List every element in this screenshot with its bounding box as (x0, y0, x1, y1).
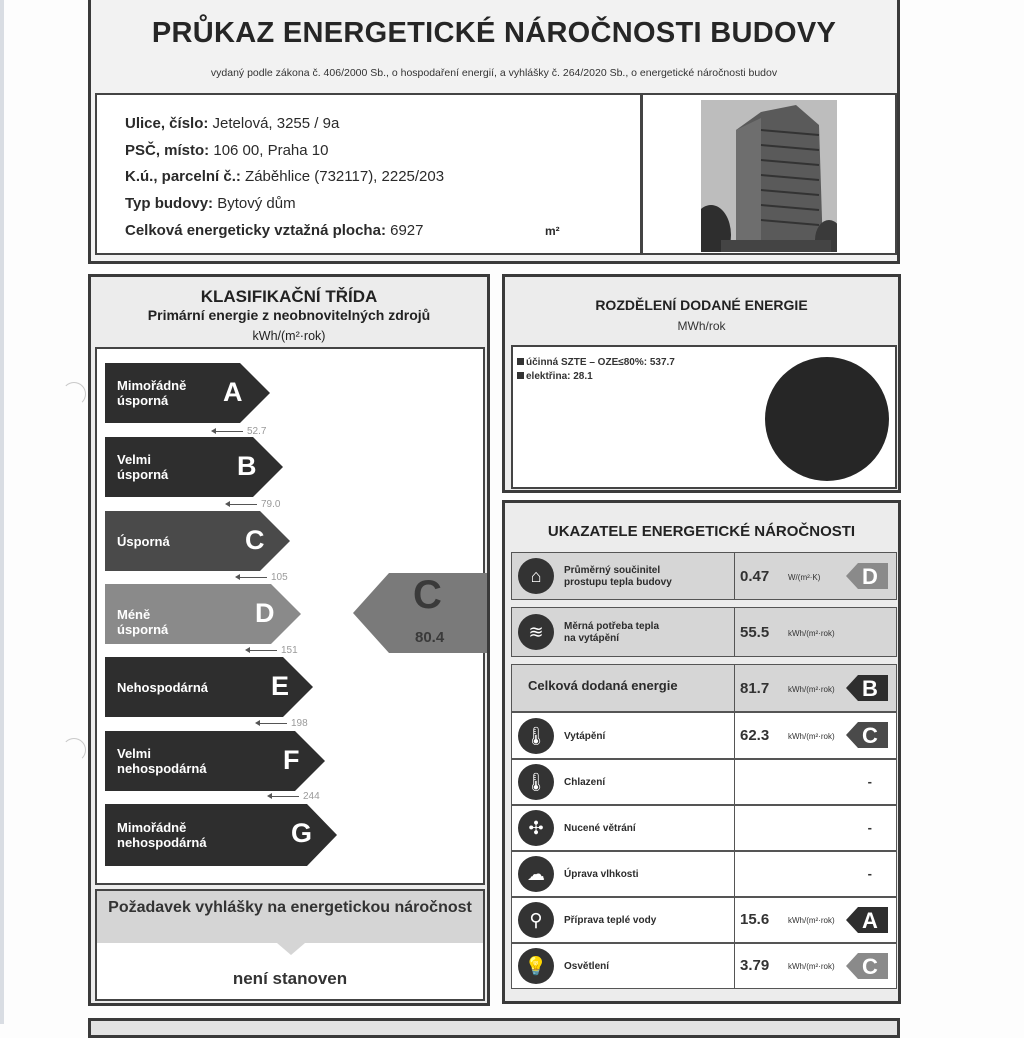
photo-frame (641, 93, 897, 255)
indicator-row-heating: 🌡 Vytápění 62.3 kWh/(m²·rok) C (511, 712, 897, 759)
energy-scale: Mimořádně úsporná A 52.7 Velmi úsporná B 79.0 Úsporná C 105 Méně úsporná D 151 Nehospodárná E 198 Velmi nehospodárná F 244 Mimořádně nehospodárná G C 80.4 (95, 347, 485, 885)
class-badge-b: B (846, 675, 888, 701)
indicator-row-cooling: 🌡 Chlazení - (511, 759, 897, 805)
area-unit: m² (545, 224, 560, 238)
class-badge-d: D (846, 563, 888, 589)
punch-hole (62, 738, 86, 762)
current-class-value: 80.4 (415, 629, 445, 646)
heat-demand-icon: ≋ (518, 614, 554, 650)
classification-panel (88, 274, 490, 1006)
indicator-row-ventilation: ✣ Nucené větrání - (511, 805, 897, 851)
building-type-row: Typ budovy: Bytový dům (125, 195, 296, 212)
requirement-pointer (277, 943, 305, 955)
psc-row: PSČ, místo: 106 00, Praha 10 (125, 142, 329, 159)
next-section-frame (88, 1018, 900, 1038)
heating-thermometer-icon: 🌡 (518, 718, 554, 754)
street-row: Ulice, číslo: Jetelová, 3255 / 9a (125, 115, 340, 132)
water-tap-icon: ⚲ (518, 902, 554, 938)
distribution-unit: MWh/rok (677, 319, 726, 333)
requirement-value: není stanoven (232, 969, 348, 988)
class-badge-a: A (846, 907, 888, 933)
threshold-f: 244 (269, 791, 320, 802)
indicators-panel (502, 500, 901, 1004)
page-edge (0, 0, 4, 1024)
indicator-row-heat-demand: ≋ Měrná potřeba tepla na vytápění 55.5 kWh/(m²·rok) (511, 607, 897, 657)
class-badge-c: C (846, 722, 888, 748)
document-title: PRŮKAZ ENERGETICKÉ NÁROČNOSTI BUDOVY (151, 17, 837, 49)
fan-icon: ✣ (518, 810, 554, 846)
building-photo (701, 100, 837, 252)
threshold-e: 198 (257, 718, 308, 729)
indicator-row-transmittance: ⌂ Průměrný součinitel prostupu tepla budovy 0.47 W/(m²·K) D (511, 552, 897, 600)
pie-chart (765, 357, 889, 481)
distribution-chart (511, 345, 897, 489)
parcel-row: K.ú., parcelní č.: Záběhlice (732117), 2225/203 (125, 168, 445, 185)
indicators-title: UKAZATELE ENERGETICKÉ NÁROČNOSTI (547, 523, 856, 540)
threshold-b: 79.0 (227, 499, 280, 510)
certificate-header (88, 0, 900, 264)
classification-unit: kWh/(m²·rok) (252, 329, 326, 343)
class-badge-c: C (846, 953, 888, 979)
threshold-a: 52.7 (213, 426, 266, 437)
requirement-box (95, 889, 485, 1001)
indicator-row-total-energy: Celková dodaná energie 81.7 kWh/(m²·rok) B (511, 664, 897, 712)
indicator-row-humidity: ☁ Úprava vlhkosti - (511, 851, 897, 897)
requirement-title: Požadavek vyhlášky na energetickou náročnost (97, 891, 483, 943)
indicator-row-lighting: 💡 Osvětlení 3.79 kWh/(m²·rok) C (511, 943, 897, 989)
classification-subtitle: Primární energie z neobnovitelných zdrojů (147, 307, 431, 323)
light-bulb-icon: 💡 (518, 948, 554, 984)
area-row: Celková energeticky vztažná plocha: 6927 (125, 222, 424, 239)
cooling-thermometer-icon: 🌡 (518, 764, 554, 800)
current-class-marker (353, 573, 487, 653)
punch-hole (62, 382, 86, 406)
legend-item-electricity: elektřina: 28.1 (517, 371, 593, 382)
house-icon: ⌂ (518, 558, 554, 594)
energy-distribution-panel (502, 274, 901, 493)
threshold-c: 105 (237, 572, 288, 583)
current-class-letter: C (413, 573, 442, 617)
document-subtitle: vydaný podle zákona č. 406/2000 Sb., o hospodaření energií, a vyhlášky č. 264/2020 Sb., o energetické náročnosti budov (210, 67, 778, 79)
distribution-title: ROZDĚLENÍ DODANÉ ENERGIE (595, 297, 808, 313)
building-info (95, 93, 642, 255)
classification-title: KLASIFIKAČNÍ TŘÍDA (200, 287, 378, 306)
threshold-d: 151 (247, 645, 298, 656)
legend-item-szte: účinná SZTE – OZE≤80%: 537.7 (517, 357, 675, 368)
humidity-icon: ☁ (518, 856, 554, 892)
indicator-row-hot-water: ⚲ Příprava teplé vody 15.6 kWh/(m²·rok) A (511, 897, 897, 943)
